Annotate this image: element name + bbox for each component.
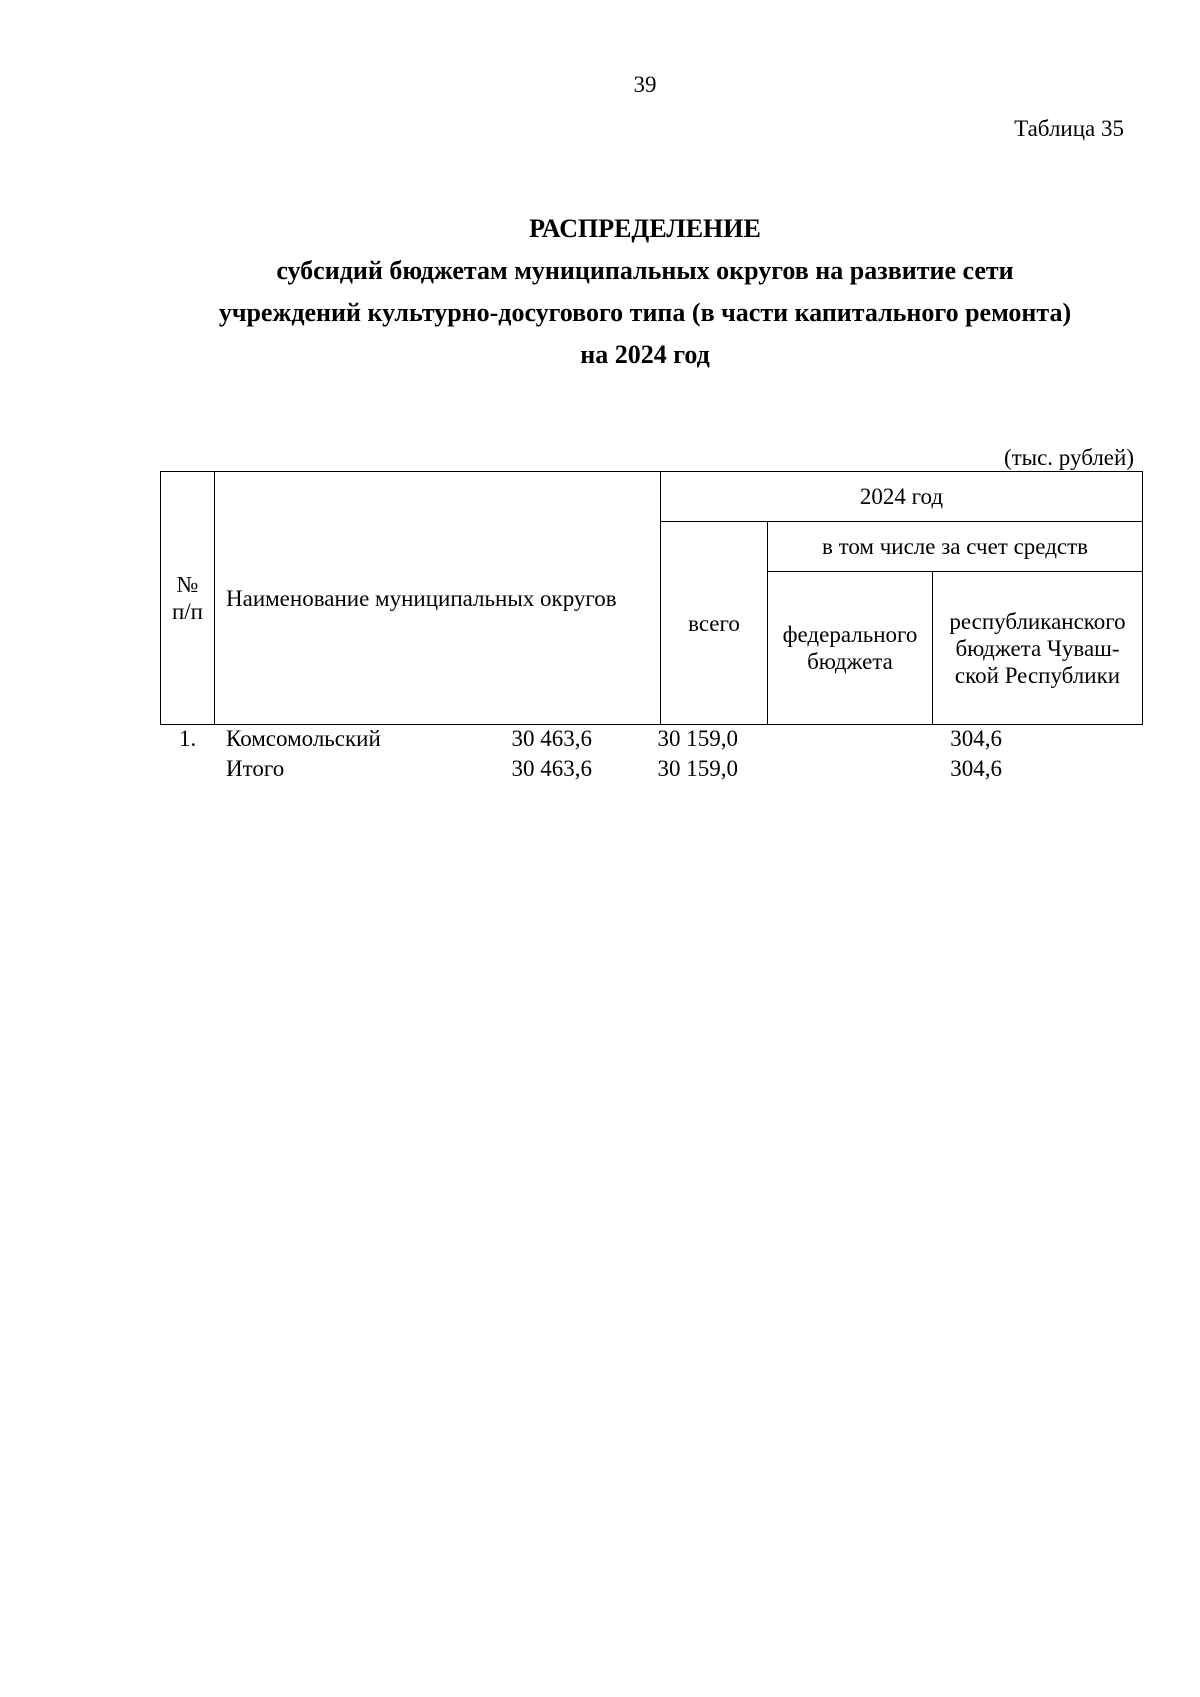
row-num: 1. — [179, 726, 197, 751]
row-name: Итого — [226, 756, 285, 781]
document-title — [140, 208, 1150, 376]
header-republic-line-3: ской Республики — [954, 662, 1121, 688]
page-number: 39 — [633, 72, 657, 97]
header-name: Наименование муниципальных округов — [215, 472, 661, 725]
row-total: 30 463,6 — [511, 726, 592, 751]
row-total: 30 463,6 — [511, 756, 592, 781]
row-republic: 304,6 — [950, 726, 1002, 751]
row-federal: 30 159,0 — [657, 756, 738, 781]
units-label: (тыс. рублей) — [1003, 445, 1134, 470]
header-federal-line-1: федерального — [782, 622, 918, 647]
header-republic-line-1: республиканского — [949, 608, 1126, 634]
table-number: Таблица 35 — [1014, 116, 1124, 141]
header-total: всего — [661, 522, 768, 725]
title-line-2: субсидий бюджетам муниципальных округов на развитие сети — [276, 256, 1014, 285]
title-line-3: учреждений культурно-досугового типа (в части капитального ремонта) — [218, 298, 1072, 327]
header-republic-line-2: бюджета Чуваш- — [955, 635, 1120, 661]
row-federal: 30 159,0 — [657, 726, 738, 751]
header-num — [161, 472, 215, 725]
title-line-1: РАСПРЕДЕЛЕНИЕ — [529, 214, 761, 243]
table-row — [160, 726, 1150, 756]
title-line-4: на 2024 год — [580, 340, 710, 369]
header-federal-line-2: бюджета — [807, 649, 893, 674]
header-num-line-2: п/п — [171, 599, 203, 624]
header-including: в том числе за счет средств — [768, 522, 1143, 572]
header-republic — [933, 572, 1143, 725]
table-header — [160, 471, 1143, 725]
header-federal — [768, 572, 933, 725]
row-name: Комсомольский — [226, 726, 381, 751]
header-year: 2024 год — [661, 472, 1143, 522]
header-num-line-1: № — [176, 572, 199, 597]
table-body — [160, 726, 1150, 786]
table-row-total — [160, 756, 1150, 786]
row-republic: 304,6 — [950, 756, 1002, 781]
